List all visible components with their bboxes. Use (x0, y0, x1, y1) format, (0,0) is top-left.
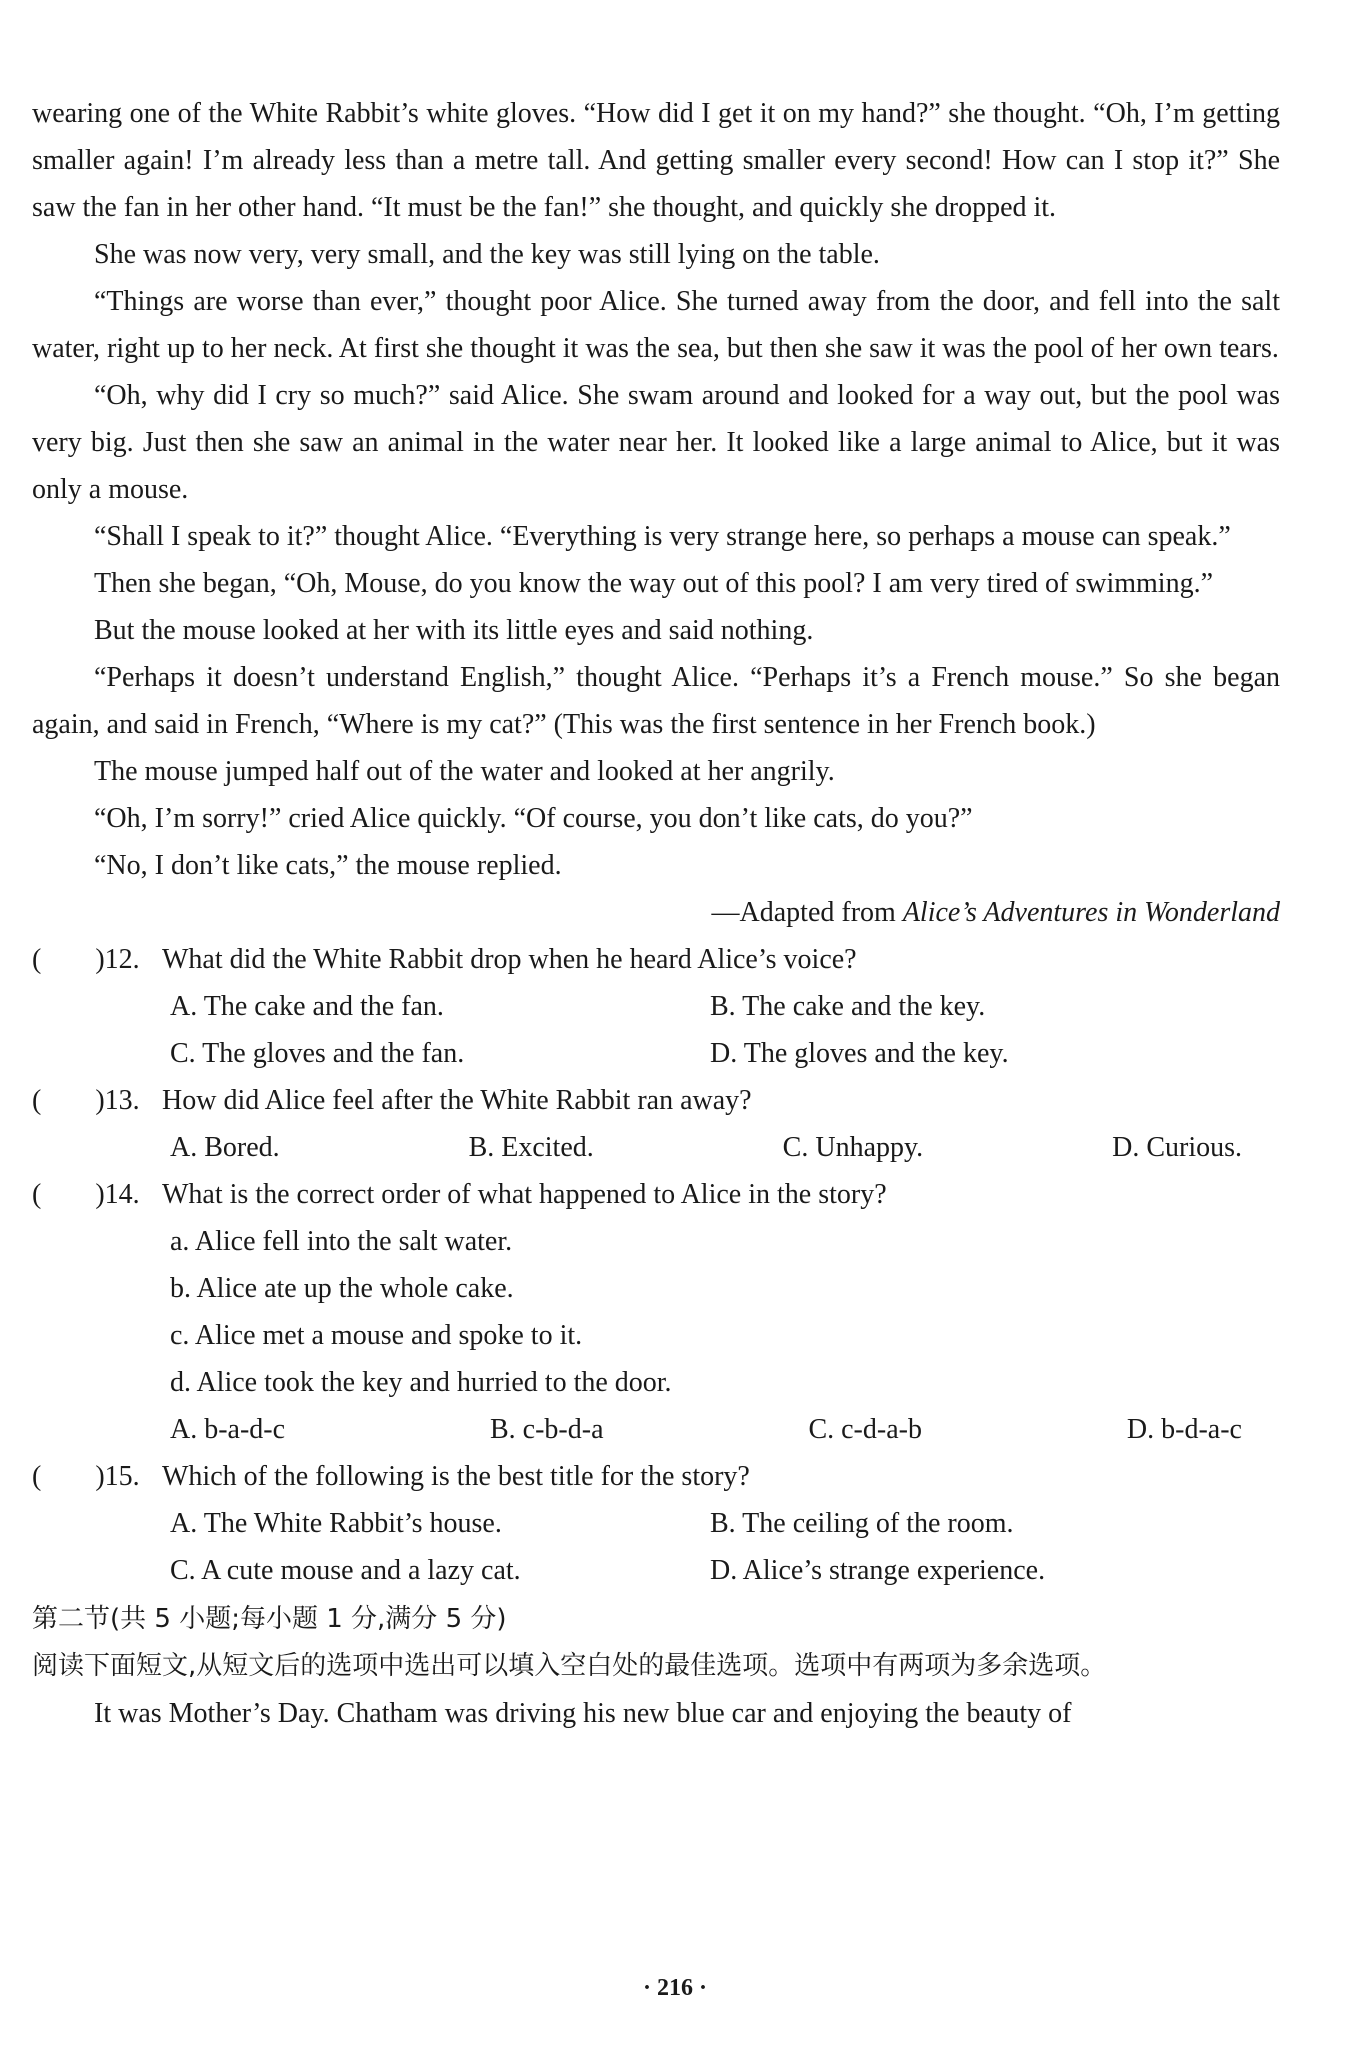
option-c: C. c-d-a-b (808, 1414, 922, 1445)
story-paragraph-7: But the mouse looked at her with its little eyes and said nothing. (94, 615, 814, 646)
question-12-options (32, 983, 1280, 1077)
event-a: a. Alice fell into the salt water. (170, 1226, 513, 1257)
story-paragraph-10: “Oh, I’m sorry!” cried Alice quickly. “Of course, you don’t like cats, do you?” (94, 803, 973, 834)
passage-first-line: It was Mother’s Day. Chatham was driving his new blue car and enjoying the beauty of (94, 1698, 1072, 1729)
question-15-options (32, 1500, 1280, 1594)
story-paragraph-5: “Shall I speak to it?” thought Alice. “Everything is very strange here, so perhaps a mouse can speak.” (94, 521, 1231, 552)
option-a: A. b-a-d-c (170, 1414, 286, 1445)
story-paragraph-1: wearing one of the White Rabbit’s white gloves. “How did I get it on my hand?” she thought. “Oh, I’m getting smaller again! I’m already less than a metre tall. And getting smaller every second! How can I stop it?” She saw the fan in her other hand. “It must be the fan!” she thought, and quickly she dropped it. (32, 98, 1280, 223)
answer-blank[interactable]: ( )14. (32, 1179, 140, 1210)
answer-blank[interactable]: ( )12. (32, 944, 140, 975)
story-paragraph-3: “Things are worse than ever,” thought poor Alice. She turned away from the door, and fell into the salt water, right up to her neck. At first she thought it was the sea, but then she saw it was the pool of her own tears. (32, 286, 1280, 364)
event-b: b. Alice ate up the whole cake. (170, 1273, 514, 1304)
page-number: · 216 · (642, 1975, 707, 2001)
story-paragraph-8: “Perhaps it doesn’t understand English,” thought Alice. “Perhaps it’s a French mouse.” So she began again, and said in French, “Where is my cat?” (This was the first sentence in her French book.) (32, 662, 1280, 740)
option-a: A. Bored. (170, 1132, 280, 1163)
event-c: c. Alice met a mouse and spoke to it. (170, 1320, 583, 1351)
question-text: What did the White Rabbit drop when he heard Alice’s voice? (162, 944, 857, 975)
question-13 (32, 1077, 1280, 1124)
story-paragraph-11: “No, I don’t like cats,” the mouse replied. (94, 850, 562, 881)
option-c: C. A cute mouse and a lazy cat. (170, 1555, 521, 1586)
option-b: B. c-b-d-a (490, 1414, 604, 1445)
story-paragraph-2: She was now very, very small, and the key was still lying on the table. (94, 239, 880, 270)
option-b: B. The cake and the key. (710, 991, 986, 1022)
question-14-options (32, 1406, 1280, 1453)
option-c: C. The gloves and the fan. (170, 1038, 465, 1069)
option-d: D. b-d-a-c (1126, 1414, 1242, 1445)
option-b: B. The ceiling of the room. (710, 1508, 1014, 1539)
section-instructions: 阅读下面短文,从短文后的选项中选出可以填入空白处的最佳选项。选项中有两项为多余选项。 (32, 1651, 1107, 1681)
question-text: What is the correct order of what happened to Alice in the story? (162, 1179, 887, 1210)
question-text: How did Alice feel after the White Rabbit ran away? (162, 1085, 752, 1116)
story-source (32, 889, 1280, 936)
question-14 (32, 1171, 1280, 1218)
story-paragraph-4: “Oh, why did I cry so much?” said Alice. She swam around and looked for a way out, but the pool was very big. Just then she saw an animal in the water near her. It looked like a large animal to Alice, but it was only a mouse. (32, 380, 1280, 505)
story-paragraph-6: Then she began, “Oh, Mouse, do you know the way out of this pool? I am very tired of swimming.” (94, 568, 1214, 599)
answer-blank[interactable]: ( )15. (32, 1461, 140, 1492)
question-number: 12 (104, 944, 133, 975)
question-15 (32, 1453, 1280, 1500)
question-number: 14 (104, 1179, 133, 1210)
event-d: d. Alice took the key and hurried to the door. (170, 1367, 672, 1398)
option-a: A. The White Rabbit’s house. (170, 1508, 502, 1539)
option-d: D. Curious. (1112, 1132, 1242, 1163)
option-b: B. Excited. (468, 1132, 594, 1163)
question-13-options (32, 1124, 1280, 1171)
option-d: D. Alice’s strange experience. (710, 1555, 1046, 1586)
source-title: Alice’s Adventures in Wonderland (902, 897, 1280, 928)
story-paragraph-9: The mouse jumped half out of the water and looked at her angrily. (94, 756, 835, 787)
option-d: D. The gloves and the key. (710, 1038, 1009, 1069)
option-a: A. The cake and the fan. (170, 991, 444, 1022)
option-c: C. Unhappy. (782, 1132, 924, 1163)
question-12 (32, 936, 1280, 983)
question-text: Which of the following is the best title for the story? (162, 1461, 750, 1492)
section-heading: 第二节(共 5 小题;每小题 1 分,满分 5 分) (32, 1604, 507, 1634)
question-number: 13 (104, 1085, 133, 1116)
source-prefix: —Adapted from (711, 897, 903, 928)
answer-blank[interactable]: ( )13. (32, 1085, 140, 1116)
question-number: 15 (104, 1461, 133, 1492)
